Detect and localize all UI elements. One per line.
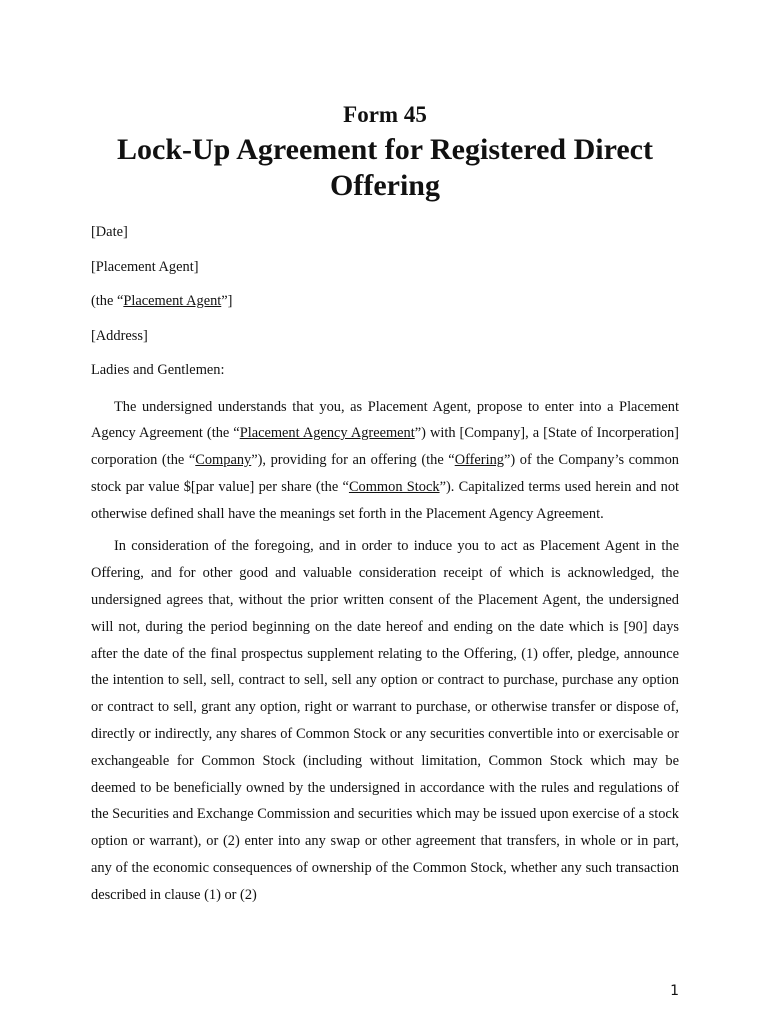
paragraph-text: ”) with [Company], a [State of Incorperation] corporation (the “ [91, 425, 679, 469]
definition-suffix: ”] [221, 293, 233, 309]
paragraph-recitals [91, 394, 679, 528]
defined-term-placement-agency-agreement: Placement Agency Agreement [239, 425, 415, 442]
form-number: Form 45 [343, 102, 427, 127]
page-number: 1 [670, 983, 679, 999]
definition-prefix: (the “ [91, 293, 124, 309]
defined-term-placement-agent: Placement Agent [123, 293, 222, 309]
defined-term-company: Company [195, 452, 252, 469]
paragraph-text: ”). Capitalized terms used herein and not otherwise defined shall have the meanings set forth in the Placement Agency Agreement. [91, 478, 680, 522]
placement-agent-definition [91, 290, 679, 312]
document-body [91, 221, 679, 909]
defined-term-common-stock: Common Stock [348, 478, 440, 495]
paragraph-text: ”) of the Company’s common stock par value $[par value] per share (the “ [91, 452, 679, 495]
salutation: Ladies and Gentlemen: [91, 362, 225, 378]
placement-agent-line: [Placement Agent] [91, 258, 199, 275]
paragraph-lockup-covenant: In consideration of the foregoing, and in order to induce you to act as Placement Agent in the Offering, and for other good and valuable consideration receipt of which is acknowledged, the undersigned agrees that, without the prior written consent of the Placement Agent, the undersigned will not, during the period beginning on the date hereof and ending on the date which is [90] days after the date of the final prospectus supplement relating to the Offering, (1) offer, pledge, announce the intention to sell, sell, contract to sell, sell any option or contract to purchase, purchase any option or contract to sell, grant any option, right or warrant to purchase, or otherwise transfer or dispose of, directly or indirectly, any shares of Common Stock or any securities convertible into or exercisable or exchangeable for Common Stock (including without limitation, Common Stock which may be deemed to be beneficially owned by the undersigned in accordance with the rules and regulations of the Securities and Exchange Commission and securities which may be issued upon exercise of a stock option or warrant), or (2) enter into any swap or other agreement that transfers, in whole or in part, any of the economic consequences of ownership of the Common Stock, whether any such transaction described in clause (1) or (2) [91, 538, 679, 903]
address-line: [Address] [91, 327, 148, 344]
paragraph-lockup-container [91, 533, 679, 909]
paragraph-text: ”), providing for an offering (the “ [251, 452, 455, 469]
date-line: [Date] [91, 224, 128, 240]
defined-term-offering: Offering [454, 452, 504, 469]
paragraph-text: The undersigned understands that you, as Placement Agent, propose to enter into a Placement Agency Agreement (the “ [91, 398, 679, 442]
title-block [0, 100, 770, 204]
document-title: Lock-Up Agreement for Registered Direct Offering [117, 133, 653, 202]
